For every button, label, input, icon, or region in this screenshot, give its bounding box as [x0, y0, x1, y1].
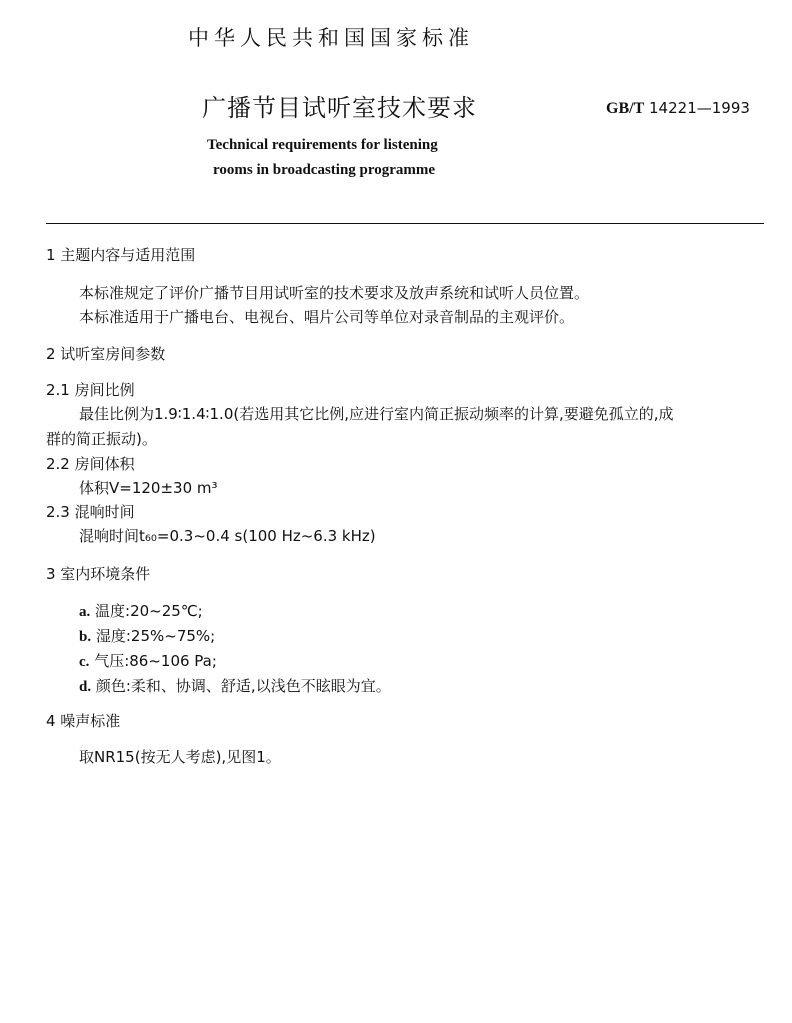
standard-code-number: 14221—1993: [649, 99, 750, 117]
document-title: 广播节目试听室技术要求: [202, 94, 477, 122]
section-2-1-heading: 2.1 房间比例: [46, 381, 135, 399]
section-2-1-text-line-1: 最佳比例为1.9∶1.4∶1.0(若选用其它比例,应进行室内简正振动频率的计算,要避免孤立的,成: [79, 405, 674, 423]
section-4-heading: 4 噪声标准: [46, 712, 121, 730]
section-2-3-heading: 2.3 混响时间: [46, 503, 135, 521]
section-1-heading: 1 主题内容与适用范围: [46, 246, 196, 264]
list-item-marker: b.: [79, 629, 92, 645]
list-item-marker: d.: [79, 679, 92, 695]
english-title-line-1: Technical requirements for listening: [207, 137, 438, 153]
standard-org-title: 中华人民共和国国家标准: [188, 26, 474, 50]
section-3-heading: 3 室内环境条件: [46, 565, 151, 583]
section-2-1-text-line-2: 群的简正振动)。: [46, 430, 157, 448]
list-item-text: 温度:20~25℃;: [95, 602, 203, 620]
section-3-item-b: [79, 625, 215, 646]
standard-code-prefix: GB/T: [606, 100, 645, 117]
section-2-3-text: 混响时间t₆₀=0.3~0.4 s(100 Hz~6.3 kHz): [79, 527, 376, 545]
section-2-2-heading: 2.2 房间体积: [46, 455, 135, 473]
section-4-text: 取NR15(按无人考虑),见图1。: [79, 748, 281, 766]
section-2-heading: 2 试听室房间参数: [46, 345, 166, 363]
header-divider: [46, 223, 764, 224]
section-3-item-a: [79, 600, 203, 621]
list-item-text: 气压:86~106 Pa;: [94, 652, 217, 670]
list-item-text: 颜色:柔和、协调、舒适,以浅色不眩眼为宜。: [95, 677, 391, 695]
list-item-marker: c.: [79, 654, 90, 670]
section-3-item-d: [79, 675, 391, 696]
section-1-paragraph-2: 本标准适用于广播电台、电视台、唱片公司等单位对录音制品的主观评价。: [79, 308, 575, 326]
list-item-marker: a.: [79, 604, 91, 620]
english-title-line-2: rooms in broadcasting programme: [213, 162, 436, 178]
list-item-text: 湿度:25%~75%;: [95, 627, 216, 645]
section-1-paragraph-1: 本标准规定了评价广播节目用试听室的技术要求及放声系统和试听人员位置。: [79, 284, 590, 302]
section-2-2-text: 体积V=120±30 m³: [79, 479, 218, 497]
standard-code: [606, 99, 750, 118]
section-3-item-c: [79, 650, 217, 671]
